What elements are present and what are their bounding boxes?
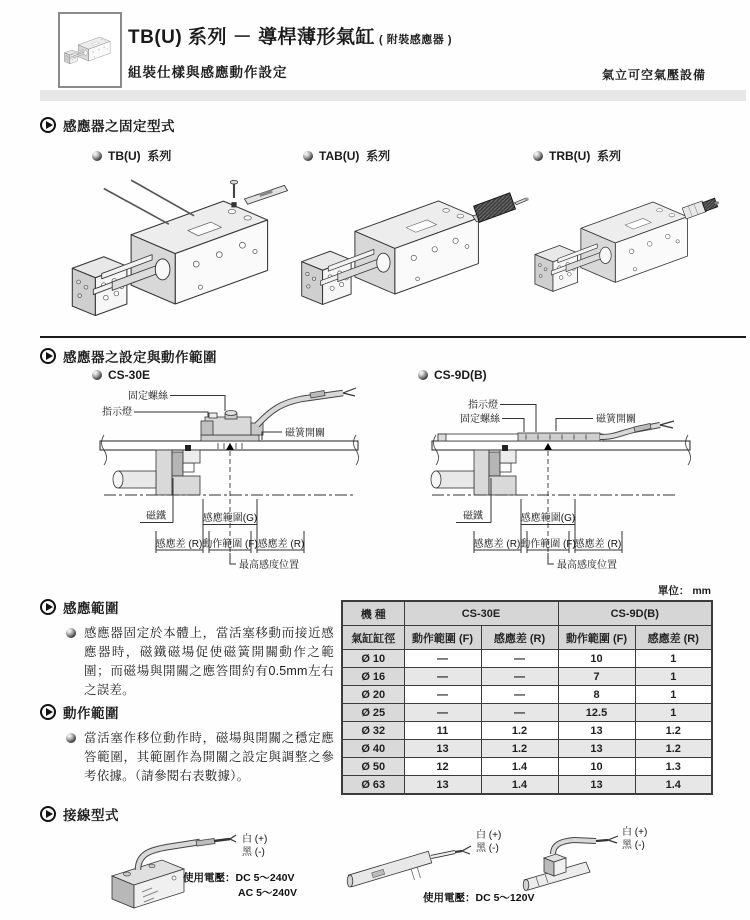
table-cell: 1 [635, 686, 712, 704]
cylinder-illustrations [0, 176, 750, 328]
model-label-cs9db [418, 368, 487, 382]
table-cell: — [404, 650, 481, 668]
section-mounting-header [40, 115, 175, 135]
table-cell: 7 [558, 668, 635, 686]
table-header-row [342, 601, 712, 626]
table-cell: 1.2 [481, 740, 558, 758]
table-cell: 1.4 [635, 776, 712, 795]
table-row [342, 722, 712, 740]
subheader-f1: 動作範圍 (F) [404, 626, 481, 650]
label-sensing-range: 感應範圍(G) [202, 513, 258, 524]
series-label-trb [533, 147, 621, 164]
cs9db-diagram [388, 383, 710, 585]
group-cs9db-header: CS-9D(B) [558, 601, 712, 626]
table-cell: 1 [635, 650, 712, 668]
section-marker-icon [40, 704, 56, 720]
magnet-shape [172, 452, 183, 476]
table-cell: — [481, 704, 558, 722]
white-lead-label: 白 (+) [622, 827, 648, 838]
tb-cylinder-illustration [72, 180, 287, 315]
section-marker-icon [40, 599, 56, 615]
section-marker-icon [40, 117, 56, 133]
series-label-tb [92, 147, 171, 164]
table-cell: 1.4 [481, 758, 558, 776]
section-setting-header [40, 346, 217, 366]
bullet-dot-icon [303, 151, 313, 161]
wiring-right-angle-sensor [523, 825, 647, 891]
page-subtitle: 組裝仕樣與感應動作設定 [128, 65, 288, 80]
black-lead-label: 黑 (-) [242, 847, 265, 858]
operating-paragraph [66, 729, 334, 786]
table-cell: 12.5 [558, 704, 635, 722]
voltage-caption-line2: AC 5～240V [238, 887, 297, 899]
bullet-dot-icon [533, 151, 543, 161]
label-hysteresis-left: 感應差 (R) [473, 539, 521, 550]
table-cell: 13 [558, 776, 635, 795]
label-reed-switch: 磁簧開關 [285, 428, 325, 439]
section-operating-title: 動作範圍 [63, 706, 119, 721]
table-cell: 10 [558, 650, 635, 668]
label-max-sensitivity: 最高感度位置 [239, 560, 299, 571]
model-cs9db-text: CS-9D(B) [434, 368, 487, 382]
page-title [128, 22, 452, 49]
table-cell: 8 [558, 686, 635, 704]
wiring-cylindrical-sensor [347, 828, 534, 904]
table-cell: 1.3 [635, 758, 712, 776]
section-mounting-title: 感應器之固定型式 [63, 119, 175, 134]
knurled-knob [474, 193, 516, 222]
table-cell: 13 [558, 740, 635, 758]
bore-cell: Ø 10 [342, 650, 404, 668]
header-divider-band [40, 90, 746, 101]
label-indicator-light: 指示燈 [468, 400, 498, 411]
cs30e-diagram [58, 383, 380, 585]
label-indicator-light: 指示燈 [102, 407, 132, 418]
table-cell: 13 [404, 740, 481, 758]
table-cell: — [404, 668, 481, 686]
page-title-note: ( 附裝感應器 ) [379, 34, 452, 46]
label-max-sensitivity: 最高感度位置 [557, 560, 617, 571]
bore-cell: Ø 32 [342, 722, 404, 740]
series-tab-text: TAB(U) 系列 [319, 149, 391, 163]
bullet-dot-icon [66, 628, 76, 638]
table-subheader-row [342, 626, 712, 650]
subheader-r1: 感應差 (R) [481, 626, 558, 650]
bore-cell: Ø 63 [342, 776, 404, 795]
brand-name: 氣立可空氣壓設備 [601, 68, 706, 82]
table-cell: 11 [404, 722, 481, 740]
table-row [342, 650, 712, 668]
table-cell: 1.4 [481, 776, 558, 795]
table-cell: 1 [635, 704, 712, 722]
table-cell: — [404, 686, 481, 704]
label-magnet: 磁鐵 [463, 511, 483, 522]
table-cell: 12 [404, 758, 481, 776]
label-hysteresis-right: 感應差 (R) [257, 539, 305, 550]
tab-cylinder-illustration [302, 193, 529, 305]
table-cell: 1.2 [635, 722, 712, 740]
label-hysteresis-left: 感應差 (R) [155, 539, 203, 550]
product-thumbnail-box [58, 12, 122, 88]
trb-cylinder-illustration [535, 198, 719, 291]
white-lead-label: 白 (+) [476, 830, 502, 841]
section-marker-icon [40, 348, 56, 364]
series-tb-text: TB(U) 系列 [108, 149, 172, 163]
bore-cell: Ø 25 [342, 704, 404, 722]
label-operating-range: 動作範圍 (F) [202, 539, 258, 550]
adjuster-cap [702, 198, 717, 211]
label-fixing-screw: 固定螺絲 [128, 391, 168, 402]
page-title-text: TB(U) 系列 － 導桿薄形氣缸 [128, 27, 376, 48]
section-setting-title: 感應器之設定與動作範圍 [63, 350, 217, 365]
series-trb-text: TRB(U) 系列 [549, 149, 621, 163]
table-row [342, 704, 712, 722]
operating-paragraph-text: 當活塞作移位動作時，磁場與開關之穩定應答範圍，其範圍作為開關之設定與調整之參考依據。（請參閱右表數據）。 [84, 731, 334, 783]
spec-table [341, 600, 713, 795]
black-lead-label: 黑 (-) [476, 843, 499, 854]
table-cell: 13 [404, 776, 481, 795]
section-wiring-title: 接線型式 [63, 808, 119, 823]
label-reed-switch: 磁簧開關 [596, 414, 636, 425]
section-wiring-header [40, 804, 119, 824]
table-row [342, 776, 712, 795]
subheader-r2: 感應差 (R) [635, 626, 712, 650]
sensor-strip [518, 433, 600, 441]
table-row [342, 668, 712, 686]
sensing-paragraph-text: 感應器固定於本體上，當活塞移動而接近感應器時，磁鐵磁場促使磁簧開關動作之範圍；而磁場與開關之應答間約有0.5mm左右之誤差。 [84, 626, 334, 697]
section-sensing-title: 感應範圍 [63, 601, 119, 616]
table-unit-label: 單位： mm [657, 585, 711, 597]
voltage-caption-mid: 使用電壓：DC 5～120V [423, 892, 535, 904]
table-cell: — [481, 668, 558, 686]
series-label-tab [303, 147, 390, 164]
table-cell: — [481, 650, 558, 668]
table-cell: 1.2 [481, 722, 558, 740]
wiring-illustrations [0, 824, 750, 920]
group-cs30e-header: CS-30E [404, 601, 558, 626]
label-hysteresis-right: 感應差 (R) [574, 539, 622, 550]
fixing-screw-shape [225, 411, 237, 416]
table-cell: 13 [558, 722, 635, 740]
section-marker-icon [40, 806, 56, 822]
table-cell: 1.2 [635, 740, 712, 758]
table-cell: — [481, 686, 558, 704]
table-cell: 10 [558, 758, 635, 776]
magnet-shape [489, 452, 500, 476]
label-sensing-range: 感應範圍(G) [520, 513, 576, 524]
product-thumbnail-illustration [63, 29, 117, 71]
table-row [342, 686, 712, 704]
col-model-header: 機 種 [342, 601, 404, 626]
bullet-dot-icon [92, 370, 102, 380]
bullet-dot-icon [66, 733, 76, 743]
model-label-cs30e [92, 368, 150, 382]
bullet-dot-icon [418, 370, 428, 380]
voltage-caption-line1: 使用電壓：DC 5～240V [183, 872, 295, 884]
wiring-block-sensor [112, 832, 297, 908]
label-magnet: 磁鐵 [146, 511, 166, 522]
section-sensing-header [40, 597, 119, 617]
model-cs30e-text: CS-30E [108, 368, 151, 382]
label-operating-range: 動作範圍 (F) [520, 539, 576, 550]
sensing-paragraph [66, 624, 334, 700]
table-row [342, 758, 712, 776]
table-row [342, 740, 712, 758]
white-lead-label: 白 (+) [242, 834, 268, 845]
bore-cell: Ø 20 [342, 686, 404, 704]
bullet-dot-icon [92, 151, 102, 161]
bore-cell: Ø 40 [342, 740, 404, 758]
table-cell: 1 [635, 668, 712, 686]
section-divider-line [40, 336, 746, 338]
subheader-f2: 動作範圍 (F) [558, 626, 635, 650]
bore-cell: Ø 16 [342, 668, 404, 686]
black-lead-label: 黑 (-) [622, 840, 645, 851]
table-cell: — [404, 704, 481, 722]
bore-cell: Ø 50 [342, 758, 404, 776]
col-bore-header: 氣缸缸徑 [342, 626, 404, 650]
label-fixing-screw: 固定螺絲 [460, 414, 500, 425]
indicator-led-shape [209, 413, 217, 418]
section-operating-header [40, 702, 119, 722]
